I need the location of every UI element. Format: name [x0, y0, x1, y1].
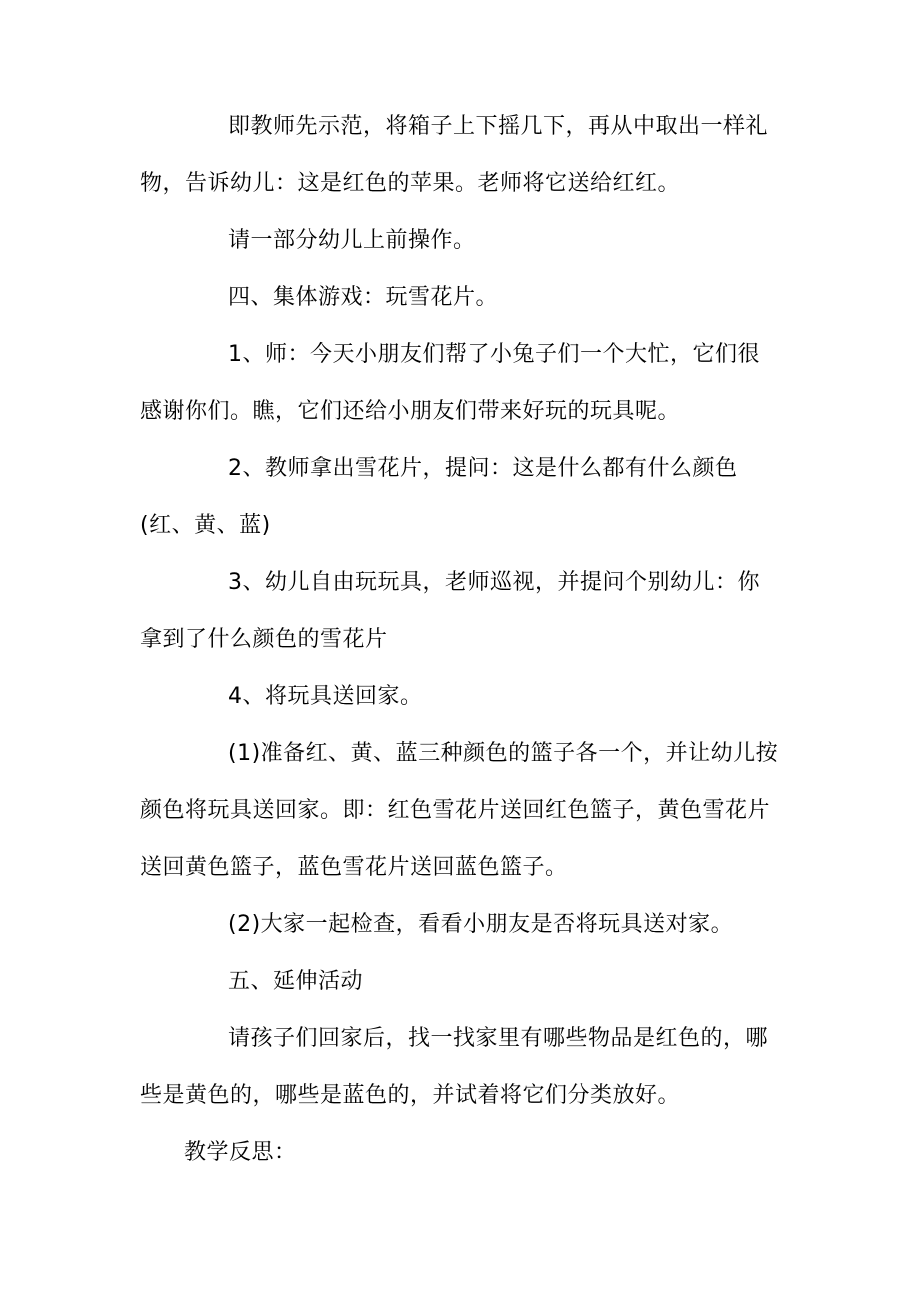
- paragraph-substep-2: (2)大家一起检查，看看小朋友是否将玩具送对家。: [228, 912, 734, 937]
- paragraph-substep-1: (1)准备红、黄、蓝三种颜色的篮子各一个，并让幼儿按颜色将玩具送回家。即：红色雪花片送回红色篮子，黄色雪花片送回黄色篮子，蓝色雪花片送回蓝色篮子。: [140, 741, 779, 880]
- section-heading-extension: 五、延伸活动: [228, 969, 364, 994]
- document-body: [140, 98, 780, 1181]
- section-heading-group-game: 四、集体游戏：玩雪花片。: [228, 285, 499, 310]
- paragraph-step-2: 2、教师拿出雪花片，提问：这是什么都有什么颜色(红、黄、蓝): [140, 456, 738, 538]
- paragraph-step-3: 3、幼儿自由玩玩具，老师巡视，并提问个别幼儿：你拿到了什么颜色的雪花片: [140, 570, 760, 652]
- paragraph-step-4: 4、将玩具送回家。: [228, 684, 423, 709]
- reflection-heading: 教学反思：: [184, 1140, 297, 1165]
- paragraph-extension: 请孩子们回家后，找一找家里有哪些物品是红色的，哪些是黄色的，哪些是蓝色的，并试着将它们分类放好。: [140, 1026, 769, 1108]
- paragraph-operation: 请一部分幼儿上前操作。: [228, 228, 476, 253]
- paragraph-demonstration: 即教师先示范，将箱子上下摇几下，再从中取出一样礼物，告诉幼儿：这是红色的苹果。老师将它送给红红。: [140, 114, 769, 196]
- paragraph-step-1: 1、师：今天小朋友们帮了小兔子们一个大忙，它们很感谢你们。瞧，它们还给小朋友们带来好玩的玩具呢。: [140, 342, 760, 424]
